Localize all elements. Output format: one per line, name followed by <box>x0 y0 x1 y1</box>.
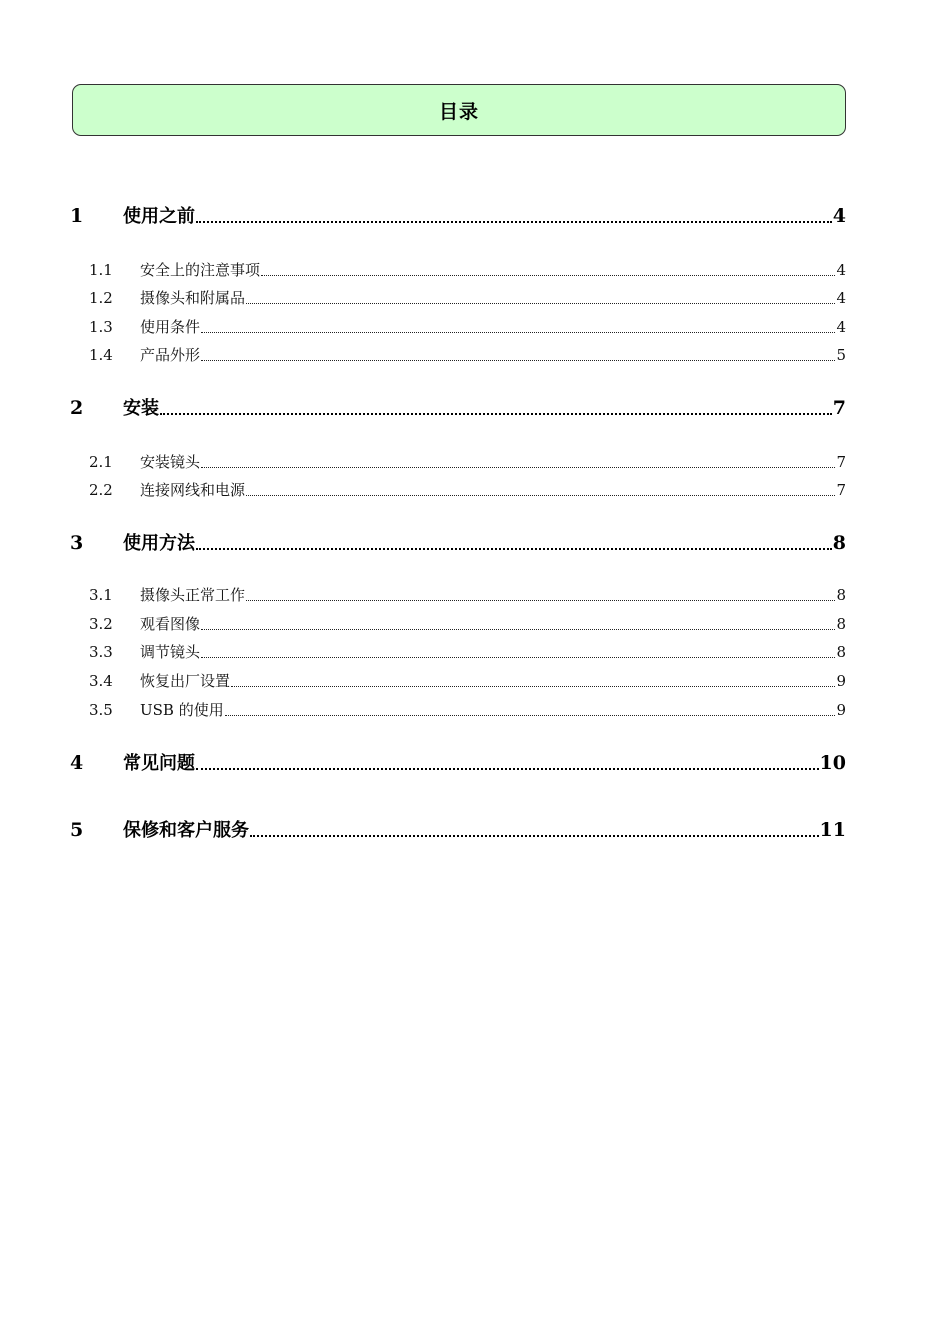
toc-entry-2-1[interactable] <box>89 451 846 472</box>
toc-entry-number: 2.1 <box>89 453 113 471</box>
toc-entry-label: 安装 <box>123 398 159 419</box>
toc-entry-number: 5 <box>70 819 84 841</box>
toc-entry-page: 4 <box>836 318 846 336</box>
toc-entry-number: 4 <box>70 752 84 774</box>
toc-entry-label: USB 的使用 <box>140 701 224 719</box>
toc-entry-3-2[interactable] <box>89 613 846 634</box>
dot-leader <box>246 287 835 308</box>
toc-entry-1-1[interactable] <box>89 259 846 280</box>
toc-entry-3[interactable] <box>70 529 846 555</box>
toc-entry-label: 产品外形 <box>140 346 201 364</box>
dot-leader <box>261 259 835 280</box>
dot-leader <box>250 816 819 842</box>
dot-leader <box>196 529 832 555</box>
dot-leader <box>201 316 835 337</box>
toc-entry-page: 7 <box>836 481 846 499</box>
toc-entry-number: 3.1 <box>89 586 113 604</box>
toc-entry-3-4[interactable] <box>89 670 846 691</box>
toc-entry-number: 1.2 <box>89 289 113 307</box>
toc-entry-page: 7 <box>832 397 846 419</box>
toc-entry-2[interactable] <box>70 394 846 420</box>
toc-entry-number: 1.4 <box>89 346 113 364</box>
toc-entry-label: 常见问题 <box>123 753 195 774</box>
toc-entry-5[interactable] <box>70 816 846 842</box>
dot-leader <box>231 670 835 691</box>
toc-entry-label: 使用条件 <box>140 318 201 336</box>
toc-entry-number: 1 <box>70 205 84 227</box>
toc-entry-number: 1.3 <box>89 318 113 336</box>
dot-leader <box>160 394 832 420</box>
dot-leader <box>225 699 836 720</box>
toc-entry-number: 3.5 <box>89 701 113 719</box>
toc-entry-page: 4 <box>832 205 846 227</box>
toc-entry-label: 安装镜头 <box>140 453 201 471</box>
toc-entry-page: 8 <box>832 532 846 554</box>
toc-entry-page: 9 <box>836 701 846 719</box>
toc-entry-label: 使用方法 <box>123 533 195 554</box>
toc-entry-label: 摄像头正常工作 <box>140 586 246 604</box>
toc-entry-label: 观看图像 <box>140 615 201 633</box>
toc-entry-label: 连接网线和电源 <box>140 481 246 499</box>
toc-entry-number: 3.2 <box>89 615 113 633</box>
toc-entry-1-3[interactable] <box>89 316 846 337</box>
toc-entry-1-2[interactable] <box>89 287 846 308</box>
toc-entry-page: 11 <box>819 819 846 841</box>
toc-entry-number: 1.1 <box>89 261 113 279</box>
toc-entry-page: 9 <box>836 672 846 690</box>
toc-entry-3-5[interactable] <box>89 699 846 720</box>
toc-entry-number: 3.4 <box>89 672 113 690</box>
toc-entry-label: 摄像头和附属品 <box>140 289 246 307</box>
toc-entry-page: 8 <box>836 586 846 604</box>
toc-entry-page: 4 <box>836 289 846 307</box>
toc-entry-page: 8 <box>836 615 846 633</box>
dot-leader <box>196 202 832 228</box>
dot-leader <box>246 479 835 500</box>
dot-leader <box>196 749 819 775</box>
toc-entry-page: 7 <box>836 453 846 471</box>
toc-entry-label: 保修和客户服务 <box>123 820 249 841</box>
toc-entry-number: 3.3 <box>89 643 113 661</box>
toc-entry-label: 调节镜头 <box>140 643 201 661</box>
toc-entry-label: 使用之前 <box>123 206 195 227</box>
toc-entry-3-3[interactable] <box>89 641 846 662</box>
toc-entry-number: 3 <box>70 532 84 554</box>
toc-entry-number: 2.2 <box>89 481 113 499</box>
dot-leader <box>201 613 835 634</box>
dot-leader <box>201 641 835 662</box>
toc-entry-label: 安全上的注意事项 <box>140 261 261 279</box>
toc-entry-page: 8 <box>836 643 846 661</box>
dot-leader <box>201 344 835 365</box>
toc-entry-2-2[interactable] <box>89 479 846 500</box>
toc-entry-1[interactable] <box>70 202 846 228</box>
toc-entry-1-4[interactable] <box>89 344 846 365</box>
toc-entry-page: 5 <box>836 346 846 364</box>
toc-entry-label: 恢复出厂设置 <box>140 672 231 690</box>
page-title: 目录 <box>438 100 479 123</box>
toc-entry-number: 2 <box>70 397 84 419</box>
toc-entry-page: 10 <box>819 752 846 774</box>
toc-entry-page: 4 <box>836 261 846 279</box>
dot-leader <box>201 451 835 472</box>
toc-entry-4[interactable] <box>70 749 846 775</box>
dot-leader <box>246 584 835 605</box>
toc-entry-3-1[interactable] <box>89 584 846 605</box>
